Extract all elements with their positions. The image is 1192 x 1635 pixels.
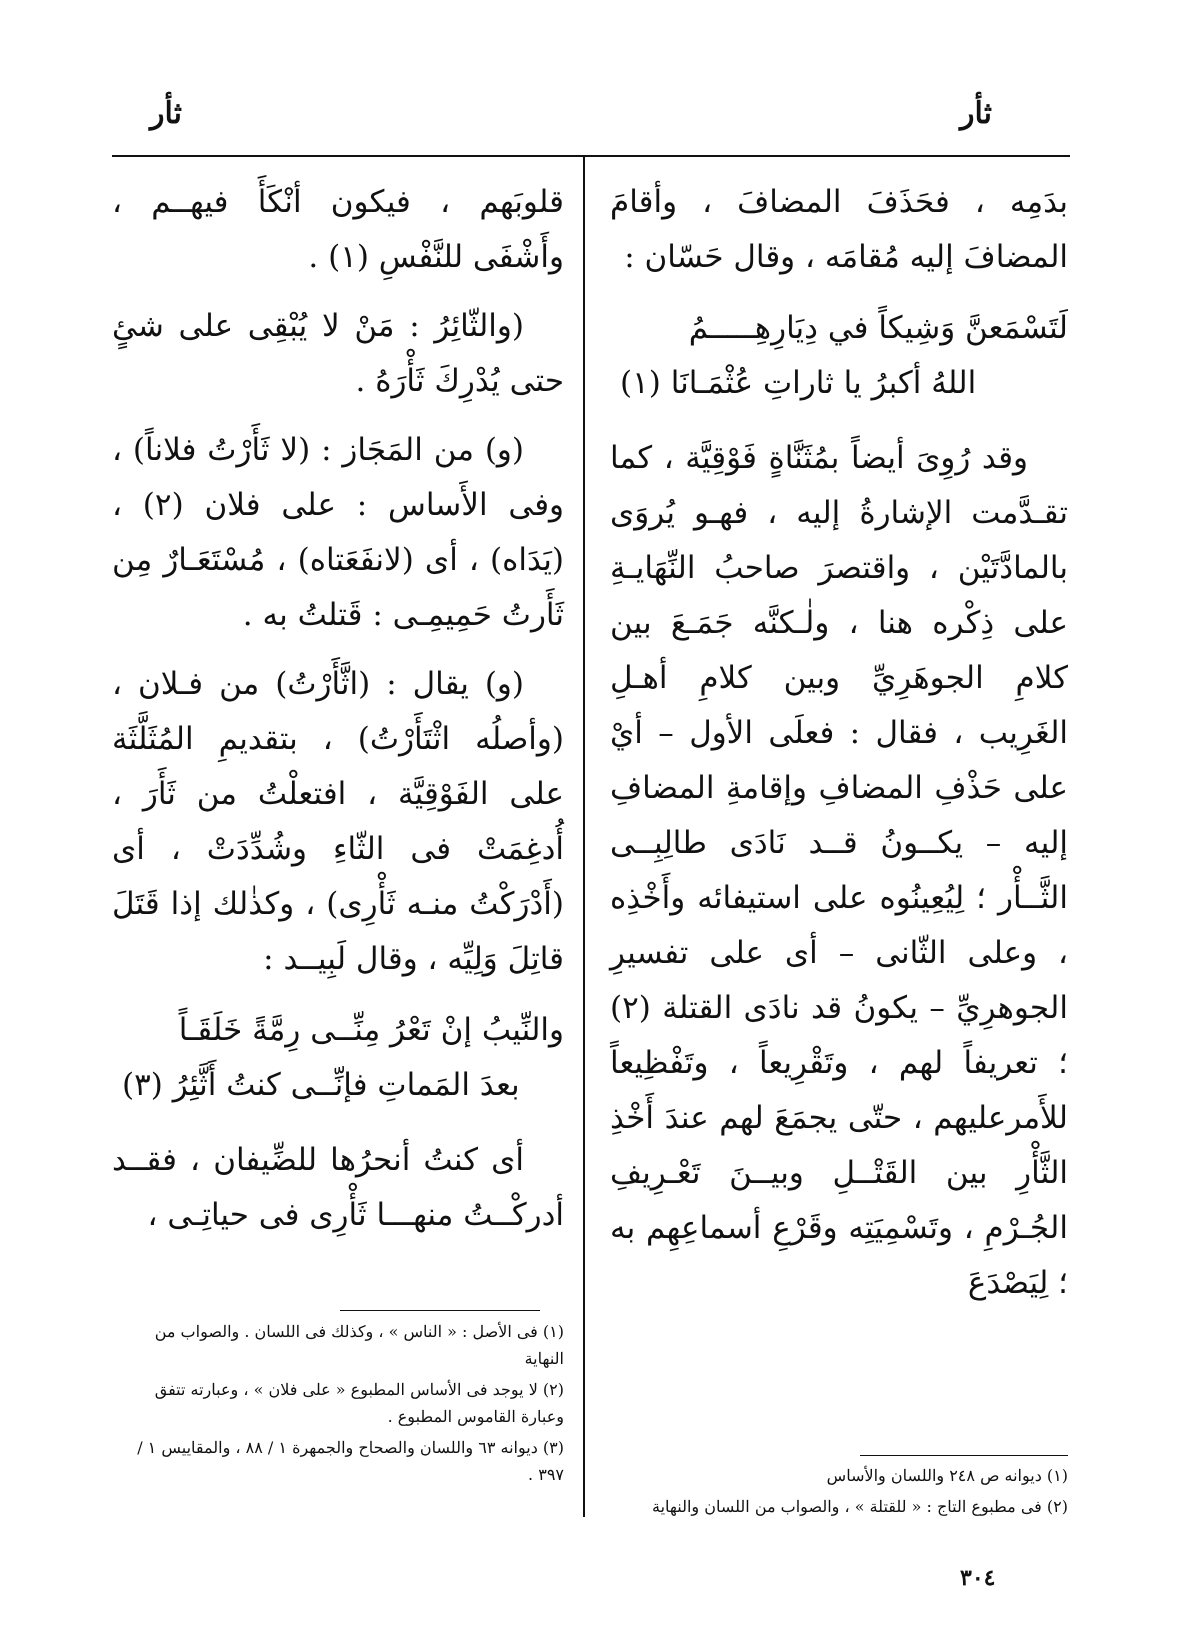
left-verse-1 — [112, 1003, 564, 1113]
right-paragraph-2: وقد رُوِىَ أيضاً بمُثَنَّاةٍ فَوْقِيَّة ، كما تقـدَّمت الإشارةُ إليه ، فهـو يُروَى بالمادَّتَيْن ، واقتصرَ صاحبُ النِّهَايـةِ على ذِكْره هنا ، ولٰـكنَّه جَمَـعَ بين كلامِ الجوهَرِيِّ وبين كلامِ أهـلِ الغَرِيب ، فقال : فعلَى الأول – أيْ على حَذْفِ المضافِ وإقامةِ المضافِ إليه – يكــونُ قــد نَادَى طالِبِــى الثَّــأْر ؛ لِيُعِينُوه على استيفائه وأَخْذِه ، وعلى الثّانى – أى على تفسيرِ الجوهرِيِّ – يكونُ قد نادَى القتلة (٢) ؛ تعريفاً لهم ، وتَقْرِيعاً ، وتَفْظِيعاً للأَمرعليهم ، حتّى يجمَعَ لهم عندَ أَخْذِ الثَّأْرِ بين القَتْــلِ وبيــنَ تَعْـرِيفِ الجُـرْمِ ، وتَسْمِيَتِه وقَرْعِ أسماعِهِم به ؛ لِيَصْدَعَ — [610, 440, 1068, 1301]
header-rule — [112, 155, 1070, 157]
right-column — [610, 175, 1068, 1325]
running-head-right: ثأر — [960, 96, 992, 131]
left-footnotes — [112, 1318, 564, 1492]
left-paragraph-4: (و) يقال : (اثَّأَرْتُ) من فـلان ، (وأصلُه اثْتَأَرْتُ) ، بتقديمِ المُثَلَّثَة على الفَوْقِيَّة ، افتعلْتُ من ثَأَرَ ، أُدغِمَتْ فى الثّاءِ وشُدِّدَتْ ، أى (أَدْرَكْتُ منـه ثَأْرِى) ، وكذٰلك إذا قَتَلَ قاتِلَ وَلِيِّه ، وقال لَبِيــد : — [112, 666, 564, 977]
right-footnotes — [610, 1462, 1068, 1524]
left-paragraph-2: (والثّائِرُ : مَنْ لا يُبْقِى على شئٍ حتى يُدْرِكَ ثَأْرَهُ . — [112, 308, 564, 399]
page-number: ٣٠٤ — [960, 1565, 996, 1591]
right-footnote-1: (١) ديوانه ص ٢٤٨ واللسان والأساس — [826, 1466, 1068, 1485]
right-verse-1 — [610, 301, 1068, 411]
left-paragraph-3: (و) من المَجَاز : (لا ثَأَرْتُ فلاناً) ، وفى الأَساس : على فلان (٢) ، (يَدَاه) ، أى (لانفَعَتاه) ، مُسْتَعَـارٌ مِن ثَأَرتُ حَمِيمِـى : قَتلتُ به . — [112, 432, 564, 633]
left-verse-1-second-hemistich: بعدَ المَماتِ فإنِّــى كنتُ أَثَّئِرُ (٣) — [122, 1067, 520, 1103]
left-footnote-2: (٢) لا يوجد فى الأساس المطبوع « على فلان » ، وعبارته تتفق وعبارة القاموس المطبوع . — [154, 1380, 564, 1426]
right-verse-1-first-hemistich: لَتَسْمَعنَّ وَشِيكاً في دِيَارِهِـــــمُ — [688, 310, 1068, 346]
right-footnote-2: (٢) فى مطبوع التاج : « للقتلة » ، والصواب من اللسان والنهاية — [651, 1497, 1068, 1516]
left-footnote-1: (١) فى الأصل : « الناس » ، وكذلك فى اللسان . والصواب من النهاية — [154, 1322, 564, 1368]
right-verse-1-second-hemistich: اللهُ أكبرُ يا ثاراتِ عُثْمَـانَا (١) — [620, 365, 977, 401]
right-paragraph-1: بدَمِه ، فحَذَفَ المضافَ ، وأقامَ المضافَ إليه مُقامَه ، وقال حَسّان : — [610, 184, 1068, 275]
left-footnote-3: (٣) ديوانه ٦٣ واللسان والصحاح والجمهرة ١ / ٨٨ ، والمقاييس ١ / ٣٩٧ . — [137, 1438, 564, 1484]
left-verse-1-first-hemistich: والنِّيبُ إنْ تَعْرُ مِنِّــى رِمَّةً خَلَقَـاً — [178, 1012, 564, 1048]
column-divider — [583, 157, 585, 1517]
left-paragraph-5: أى كنتُ أنحرُها للضِّيفان ، فقــد أدركْــتُ منهـــا ثَأْرِى فى حياتِـى ، — [112, 1142, 564, 1233]
left-paragraph-1: قلوبَهم ، فيكون أنْكَأَ فيهــم ، وأَشْفَى للنَّفْسِ (١) . — [112, 184, 564, 275]
right-footnote-rule — [860, 1455, 1068, 1456]
running-head-left: ثأر — [150, 96, 182, 131]
left-footnote-rule — [340, 1310, 540, 1311]
left-column — [112, 175, 564, 1257]
